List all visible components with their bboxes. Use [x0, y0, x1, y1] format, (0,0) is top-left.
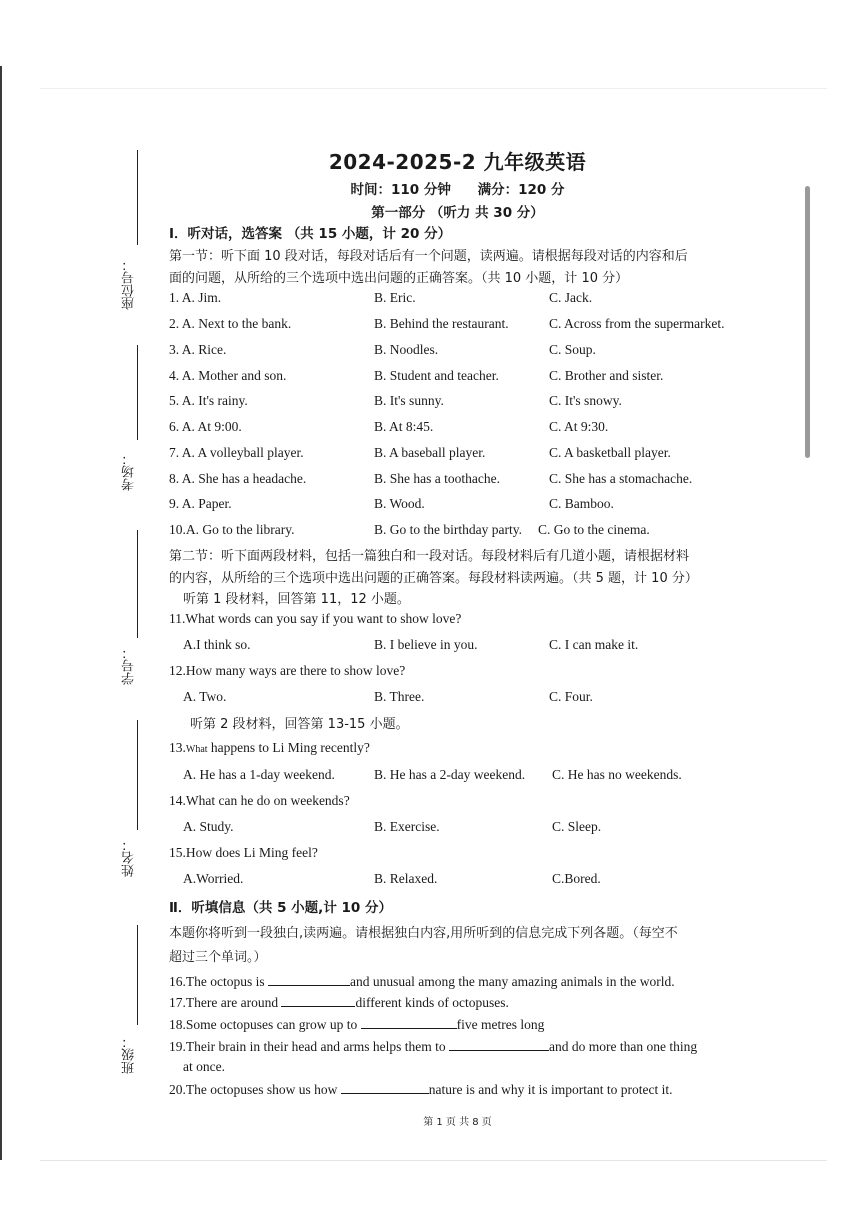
part-one-heading: 第一部分 （听力 共 30 分） — [371, 205, 544, 221]
q13-stem — [169, 740, 370, 756]
q16-text-after: and unusual among the many amazing animals in the world. — [350, 974, 675, 989]
q15-stem: 15.How does Li Ming feel? — [169, 845, 318, 860]
q2-option-c: C. Across from the supermarket. — [549, 316, 725, 331]
q6-option-a: 6. A. At 9:00. — [169, 419, 242, 434]
section2-heading: Ⅱ．听填信息（共 5 小题,计 10 分） — [169, 900, 393, 916]
q11-option-b: B. I believe in you. — [374, 637, 478, 652]
q5-option-c: C. It's snowy. — [549, 393, 622, 408]
q13-what: What — [185, 744, 208, 755]
q15-option-a: A.Worried. — [183, 871, 244, 886]
q19 — [169, 1038, 697, 1055]
q14-stem: 14.What can he do on weekends? — [169, 793, 350, 808]
q2-option-a: 2. A. Next to the bank. — [169, 316, 292, 331]
q6-option-b: B. At 8:45. — [374, 419, 434, 434]
q11-option-c: C. I can make it. — [549, 637, 639, 652]
section1-part2-intro-line2: 的内容，从所给的三个选项中选出问题的正确答案。每段材料读两遍。（共 5 题，计 10 分） — [169, 571, 698, 586]
q17-text-after: different kinds of octopuses. — [355, 995, 509, 1010]
q9-option-b: B. Wood. — [374, 496, 425, 511]
q12-option-b: B. Three. — [374, 689, 425, 704]
page-footer: 第 1 页 共 8 页 — [423, 1117, 492, 1128]
q7-option-c: C. A basketball player. — [549, 445, 671, 460]
q13-option-c: C. He has no weekends. — [552, 767, 682, 782]
q19-text-before: 19.Their brain in their head and arms helps them to — [169, 1039, 450, 1054]
q14-option-b: B. Exercise. — [374, 819, 440, 834]
q3-option-a: 3. A. Rice. — [169, 342, 227, 357]
margin-label-room: 考场： — [122, 452, 137, 491]
margin-line-room — [137, 345, 138, 440]
q11-option-a: A.I think so. — [183, 637, 251, 652]
listen-material-2: 听第 2 段材料，回答第 13-15 小题。 — [190, 717, 409, 732]
q13-option-a: A. He has a 1-day weekend. — [183, 767, 335, 782]
q9-option-c: C. Bamboo. — [549, 496, 614, 511]
q4-option-a: 4. A. Mother and son. — [169, 368, 287, 383]
q19-continuation: at once. — [183, 1059, 225, 1074]
q20-text-before: 20.The octopuses show us how — [169, 1082, 341, 1097]
q20-text-after: nature is and why it is important to protect it. — [428, 1082, 673, 1097]
q17-answer-blank[interactable] — [281, 994, 355, 1007]
q1-option-a: 1. A. Jim. — [169, 290, 222, 305]
q3-option-c: C. Soup. — [549, 342, 596, 357]
q7-option-b: B. A baseball player. — [374, 445, 486, 460]
margin-label-class: 班级： — [122, 1035, 137, 1074]
q16 — [169, 973, 675, 990]
q8-option-a: 8. A. She has a headache. — [169, 471, 307, 486]
q15-option-b: B. Relaxed. — [374, 871, 438, 886]
q20-answer-blank[interactable] — [341, 1081, 429, 1094]
page-left-edge — [0, 66, 2, 1160]
section1-heading: Ⅰ．听对话，选答案 （共 15 小题，计 20 分） — [169, 226, 452, 242]
q12-stem: 12.How many ways are there to show love? — [169, 663, 406, 678]
q15-option-c: C.Bored. — [552, 871, 601, 886]
q8-option-b: B. She has a toothache. — [374, 471, 500, 486]
section1-part2-intro-line1: 第二节：听下面两段材料，包括一篇独白和一段对话。每段材料后有几道小题，请根据材料 — [169, 549, 690, 564]
section1-intro-line1: 第一节：听下面 10 段对话，每段对话后有一个问题，读两遍。请根据每段对话的内容和后 — [169, 249, 688, 264]
q13-rest: happens to Li Ming recently? — [207, 740, 370, 755]
score-label: 满分：120 分 — [477, 182, 565, 198]
q20 — [169, 1081, 672, 1098]
listen-material-1: 听第 1 段材料，回答第 11，12 小题。 — [183, 592, 410, 607]
q17 — [169, 994, 509, 1011]
q1-option-c: C. Jack. — [549, 290, 593, 305]
scrollbar-thumb[interactable] — [805, 186, 810, 458]
margin-label-student-id: 学号： — [122, 646, 137, 685]
q8-option-c: C. She has a stomachache. — [549, 471, 693, 486]
q19-text-after: and do more than one thing — [549, 1039, 698, 1054]
margin-label-seat: 座位号： — [122, 258, 137, 310]
q9-option-a: 9. A. Paper. — [169, 496, 232, 511]
margin-line-class — [137, 925, 138, 1025]
q16-answer-blank[interactable] — [268, 973, 350, 986]
q16-text-before: 16.The octopus is — [169, 974, 268, 989]
q10-option-a: 10.A. Go to the library. — [169, 522, 295, 537]
q4-option-b: B. Student and teacher. — [374, 368, 499, 383]
q3-option-b: B. Noodles. — [374, 342, 439, 357]
q14-option-a: A. Study. — [183, 819, 234, 834]
q5-option-a: 5. A. It's rainy. — [169, 393, 248, 408]
q10-option-c: C. Go to the cinema. — [538, 522, 650, 537]
q2-option-b: B. Behind the restaurant. — [374, 316, 509, 331]
margin-line-name — [137, 720, 138, 830]
q17-text-before: 17.There are around — [169, 995, 282, 1010]
q4-option-c: C. Brother and sister. — [549, 368, 664, 383]
page-top-rule — [40, 88, 827, 89]
q10-option-b: B. Go to the birthday party. — [374, 522, 522, 537]
q18-text-before: 18.Some octopuses can grow up to — [169, 1017, 361, 1032]
q18-text-after: five metres long — [456, 1017, 545, 1032]
q12-option-a: A. Two. — [183, 689, 227, 704]
q11-stem: 11.What words can you say if you want to show love? — [169, 611, 462, 626]
section1-intro-line2: 面的问题，从所给的三个选项中选出问题的正确答案。（共 10 小题，计 10 分） — [169, 271, 629, 286]
q18 — [169, 1016, 544, 1033]
q12-option-c: C. Four. — [549, 689, 593, 704]
exam-meta — [0, 178, 867, 198]
q5-option-b: B. It's sunny. — [374, 393, 444, 408]
section2-intro-line2: 超过三个单词。） — [169, 950, 267, 965]
time-label: 时间：110 分钟 — [350, 182, 451, 198]
q14-option-c: C. Sleep. — [552, 819, 602, 834]
q13-option-b: B. He has a 2-day weekend. — [374, 767, 526, 782]
section2-intro-line1: 本题你将听到一段独白,读两遍。请根据独白内容,用所听到的信息完成下列各题。（每空不 — [169, 926, 678, 941]
page-bottom-rule — [40, 1160, 827, 1161]
q13-number: 13. — [169, 740, 186, 755]
q6-option-c: C. At 9:30. — [549, 419, 609, 434]
margin-label-name: 姓名： — [122, 838, 137, 877]
q7-option-a: 7. A. A volleyball player. — [169, 445, 304, 460]
margin-line-student-id — [137, 530, 138, 638]
page-title: 2024-2025-2 九年级英语 — [328, 150, 587, 174]
q19-answer-blank[interactable] — [449, 1038, 549, 1051]
q18-answer-blank[interactable] — [361, 1016, 457, 1029]
q1-option-b: B. Eric. — [374, 290, 416, 305]
